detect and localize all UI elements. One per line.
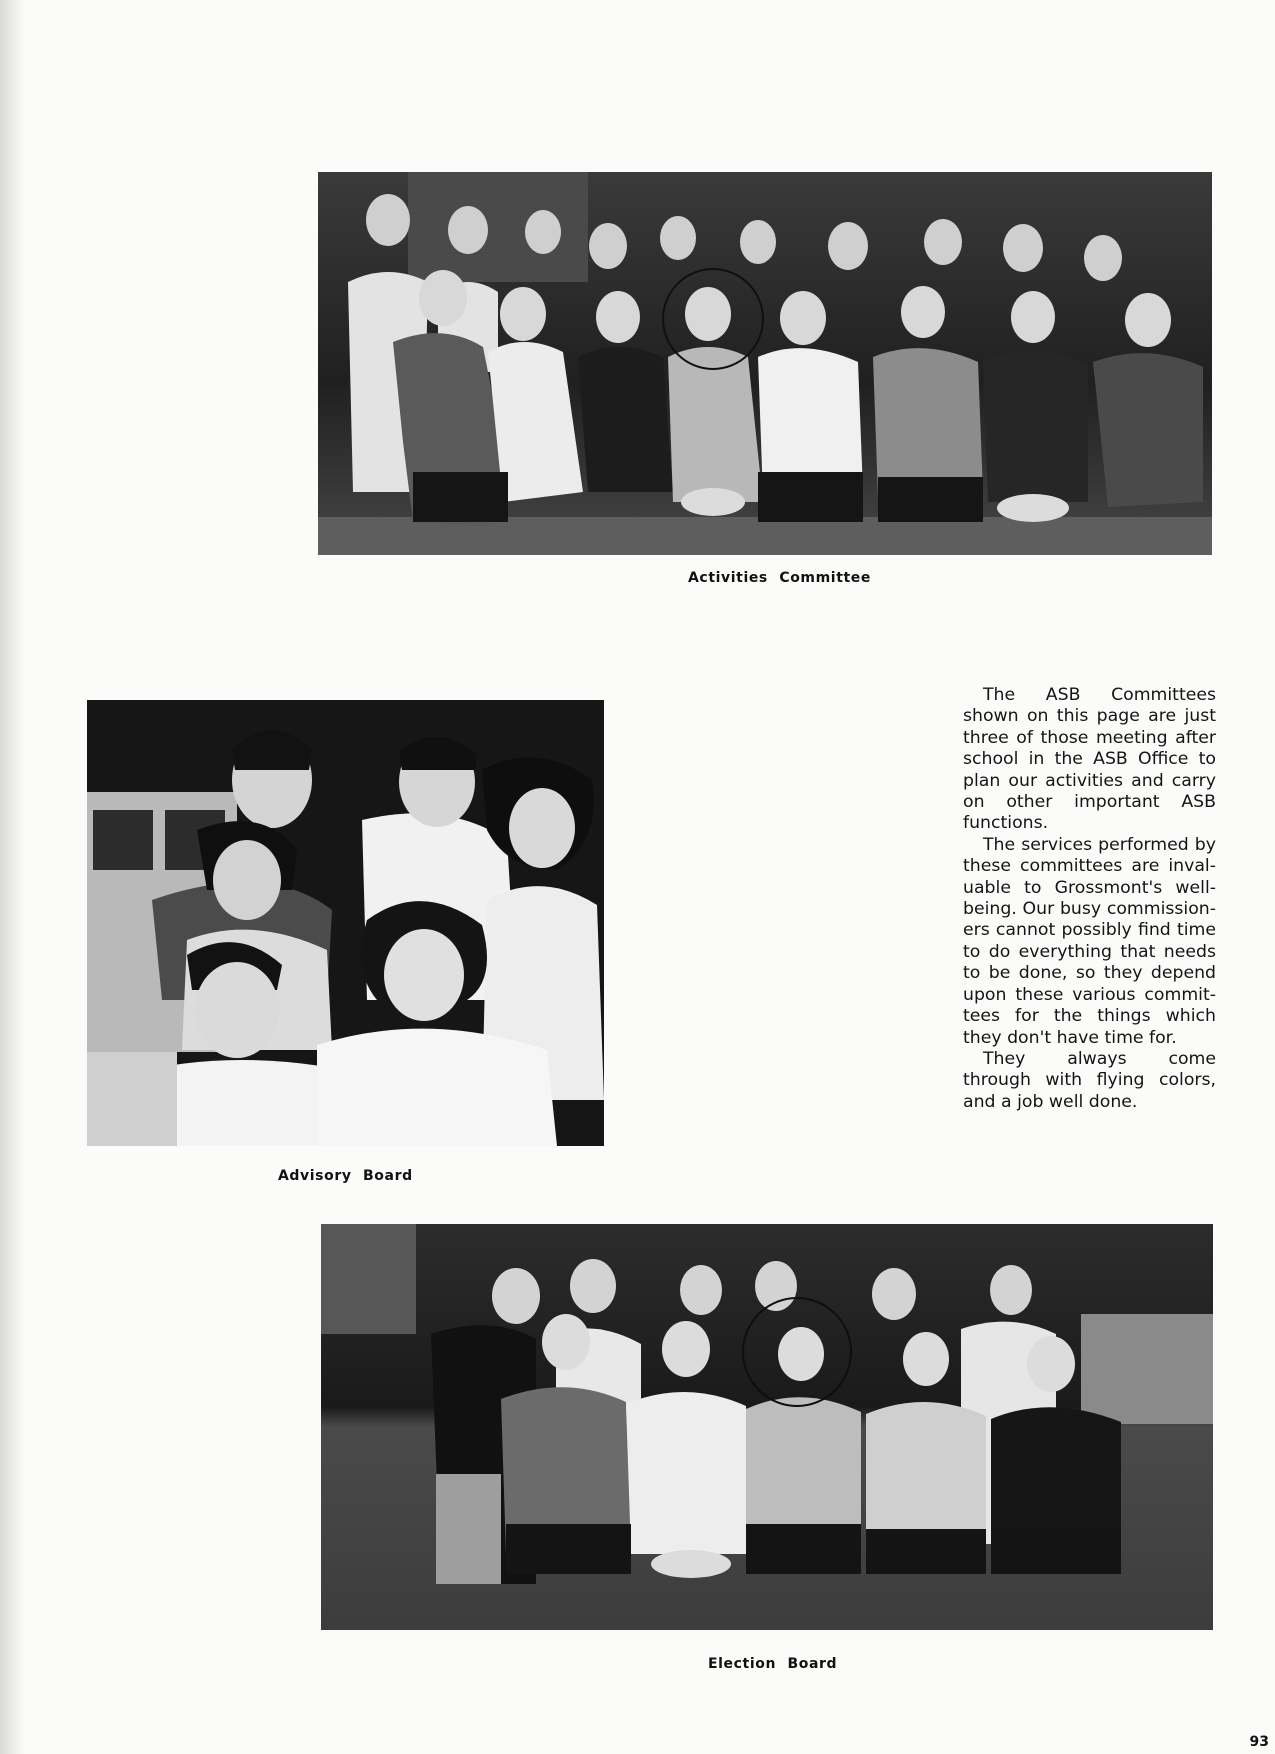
advisory-board-photo (87, 700, 604, 1146)
election-board-photo (321, 1224, 1213, 1630)
election-board-caption: Election Board (708, 1656, 838, 1672)
article-paragraph: They always come through with flying colors, and a job well done. (963, 1048, 1216, 1112)
activities-committee-photo (318, 172, 1212, 555)
article-paragraph: The services performed by these committees are invaluable to Grossmont's well-being. Our busy commissioners cannot possibly find time to do everything that needs to be done, so they depend upon these various committees for the things which they don't have time for. (963, 834, 1216, 1048)
activities-committee-caption: Activities Committee (688, 570, 871, 586)
article-paragraph: The ASB Committees shown on this page are just three of those meeting after school in the ASB Office to plan our activities and carry on other important ASB functions. (963, 685, 1216, 834)
article-body (963, 685, 1216, 1113)
page-number: 93 (1249, 1734, 1269, 1750)
advisory-board-caption: Advisory Board (278, 1168, 413, 1184)
page-binding-edge (0, 0, 26, 1754)
